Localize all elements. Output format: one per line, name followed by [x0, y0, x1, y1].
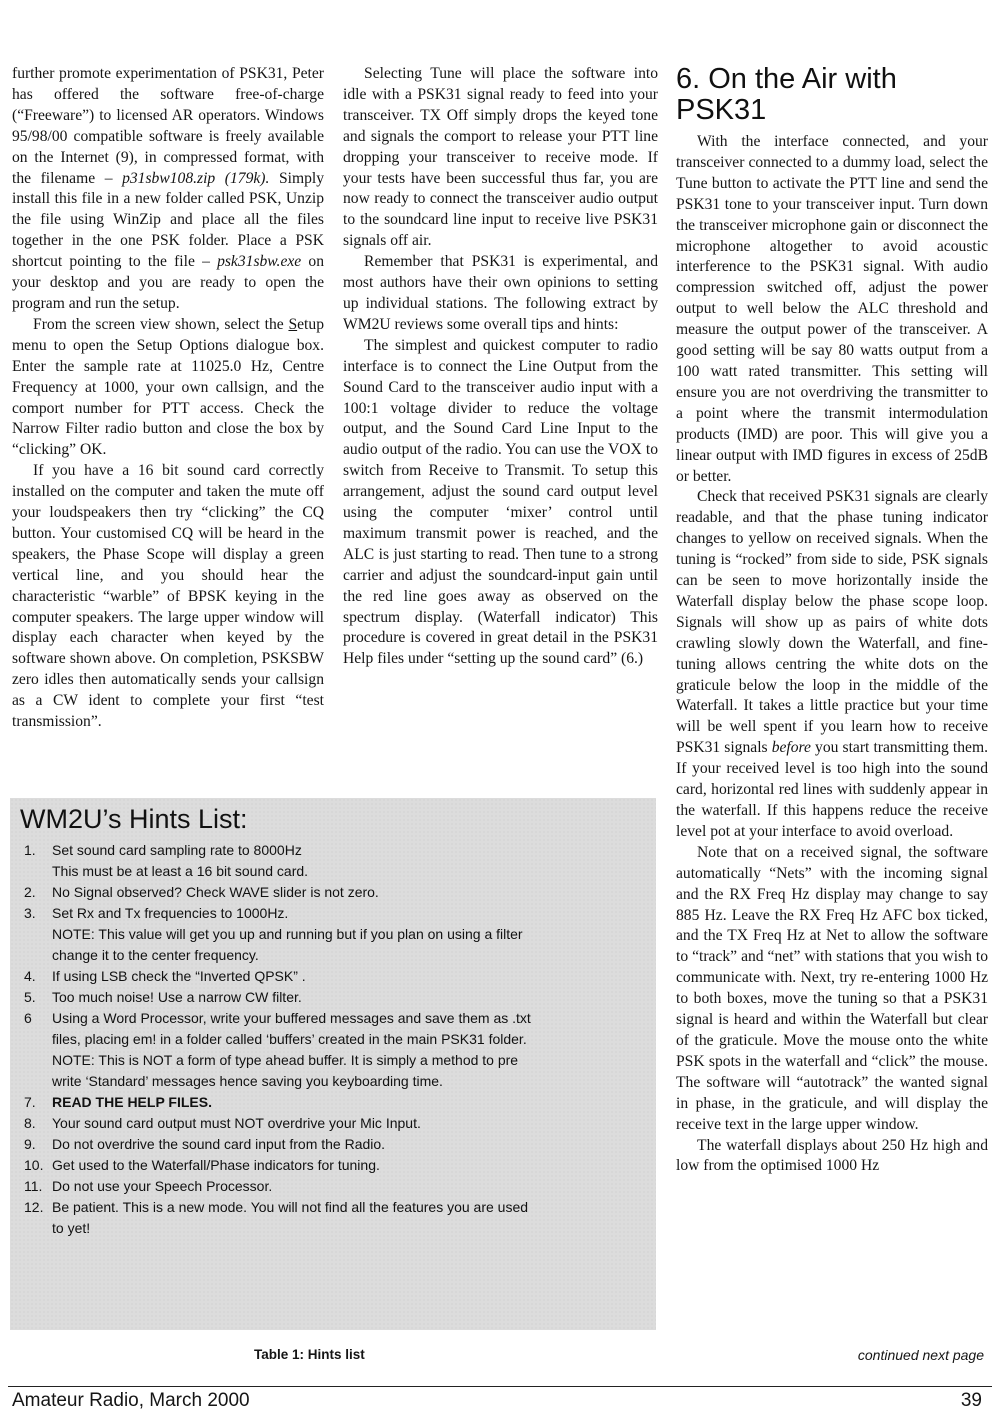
underlined-letter: S — [288, 315, 298, 333]
hint-number: 10. — [24, 1157, 44, 1173]
page-number: 39 — [960, 1390, 982, 1411]
hints-list-box — [10, 798, 656, 1330]
text-run: further promote experimentation of PSK31, Peter has offered the software free-of-charge (“Freeware”) to licensed AR operators. Windows 95/98/00 compatible software is freely available on the Internet (9), in compressed format, with the filename – — [12, 65, 324, 187]
hint-line: NOTE: This value will get you up and running but if you plan on using a filter — [52, 926, 523, 942]
hint-line: Do not overdrive the sound card input from the Radio. — [52, 1136, 386, 1152]
hint-item — [24, 882, 644, 903]
continued-note: continued next page — [857, 1347, 984, 1363]
hint-line: Set sound card sampling rate to 8000Hz — [52, 842, 302, 858]
hint-text — [52, 1176, 644, 1197]
footer-publication: Amateur Radio, March 2000 — [12, 1390, 250, 1411]
text-run: From the screen view shown, select the — [33, 315, 289, 333]
section-heading: 6. On the Air with PSK31 — [676, 63, 897, 126]
hint-text — [52, 1113, 644, 1134]
hint-number: 8. — [24, 1115, 36, 1131]
hint-line: READ THE HELP FILES. — [52, 1094, 212, 1110]
paragraph: Selecting Tune will place the software into idle with a PSK31 signal ready to feed into your transceiver. TX Off simply drops the keyed tone and signals the comport to release your PTT line dropping your transceiver to receive mode. If your tests have been successful thus far, you are now ready to connect the transceiver audio output to the soundcard line input to receive live PSK31 signals off air. — [343, 65, 658, 250]
hint-number: 6 — [24, 1010, 32, 1026]
table-caption: Table 1: Hints list — [254, 1347, 365, 1362]
hint-item — [24, 840, 644, 882]
hint-item — [24, 1176, 644, 1197]
hint-item — [24, 903, 644, 966]
hints-title: WM2U’s Hints List: — [20, 804, 248, 834]
hints-list — [24, 840, 644, 1239]
hint-item — [24, 966, 644, 987]
hint-text — [52, 966, 644, 987]
hint-line: Set Rx and Tx frequencies to 1000Hz. — [52, 905, 289, 921]
hint-text — [52, 1092, 644, 1113]
hint-line: Using a Word Processor, write your buffered messages and save them as .txt — [52, 1010, 531, 1026]
hint-text — [52, 1155, 644, 1176]
filename-text: psk31sbw.exe — [217, 253, 302, 271]
hint-item — [24, 1092, 644, 1113]
hint-line: change it to the center frequency. — [52, 947, 259, 963]
hint-item — [24, 1197, 644, 1239]
text-run: on your desktop and you are ready to open the program and run the setup. — [12, 253, 324, 312]
hint-number: 1. — [24, 842, 36, 858]
article-column-1 — [12, 64, 324, 733]
text-run: Simply install this file in a new folder called PSK, Unzip the file using WinZip and place all the files together in the one PSK folder. Place a PSK shortcut pointing to the file – — [12, 169, 325, 271]
hint-number: 7. — [24, 1094, 36, 1110]
hint-item — [24, 1155, 644, 1176]
footer-rule — [8, 1386, 992, 1387]
hint-line: Your sound card output must NOT overdrive your Mic Input. — [52, 1115, 421, 1131]
paragraph — [12, 315, 324, 461]
hint-item — [24, 987, 644, 1008]
paragraph — [12, 64, 324, 315]
paragraph: Remember that PSK31 is experimental, and most authors have their own opinions to setting up individual stations. The following extract by WM2U reviews some overall tips and hints: — [343, 253, 658, 333]
hint-line: Too much noise! Use a narrow CW filter. — [52, 989, 302, 1005]
hint-number: 12. — [24, 1199, 44, 1215]
hint-item — [24, 1134, 644, 1155]
emphasis-text: before — [771, 739, 811, 757]
paragraph — [676, 487, 988, 842]
article-column-2 — [343, 64, 658, 670]
hint-number: 3. — [24, 905, 36, 921]
hint-line: to yet! — [52, 1220, 91, 1236]
text-run: etup menu to open the Setup Options dialogue box. Enter the sample rate at 11025.0 Hz, Centre Frequency at 1000, your own callsign, and the comport number for PTT access. Check the Narrow Filter radio button and close the box by “clicking” OK. — [12, 315, 324, 459]
hint-item — [24, 1008, 644, 1092]
hint-number: 2. — [24, 884, 36, 900]
text-run: you start transmitting them. If your received level is too high into the sound card, horizontal red lines with suddenly appear in the waterfall. If this happens reduce the receive level pot at your interface to avoid overload. — [676, 739, 988, 840]
hint-text — [52, 987, 644, 1008]
text-run: Check that received PSK31 signals are clearly readable, and that the phase tuning indicator changes to yellow on received signals. When the tuning is “rocked” from side to side, PSK signals can be seen to move horizontally inside the Waterfall display below the phase scope loop. Signals will show up as pairs of white dots crawling slowly down the Waterfall, and fine-tuning allows centring the white dots on the graticule below the loop in the middle of the Waterfall. It takes a little practice but your time will be well spent if you learn how to receive PSK31 signals — [676, 488, 988, 757]
paragraph: The simplest and quickest computer to radio interface is to connect the Line Output from the Sound Card to the transceiver audio input with a 100:1 voltage divider to reduce the voltage output, and the Sound Card Line Input to the audio output of the radio. You can use the VOX to switch from Receive to Transmit. To setup this arrangement, adjust the sound card output level using the computer ‘mixer’ control until maximum transmit power is reached, and the ALC is just starting to read. Then tune to a strong carrier and adjust the soundcard-input gain until the red line goes away as observed on the spectrum display. (Waterfall indicator) This procedure is covered in great detail in the PSK31 Help files under “setting up the sound card” (6.) — [343, 336, 658, 668]
hint-text — [52, 840, 644, 882]
paragraph: With the interface connected, and your transceiver connected to a dummy load, select the Tune button to activate the PTT line and send the PSK31 tone to your transceiver input. Turn down the transceiver microphone gain or disconnect the microphone altogether to avoid acoustic interference to the PSK31 signal. With audio compression switched off, adjust the power output to well below the ALC threshold and measure the output power of the transceiver. A good setting will be say 80 watts output from a 100 watt rated transmitter. This setting will ensure you are not overdriving the transmitter to a point where the transmit intermodulation products (IMD) are poor. This will give you a linear output with IMD figures in excess of 25dB or better. — [676, 133, 988, 485]
hint-line: write ‘Standard’ messages hence saving you keyboarding time. — [52, 1073, 443, 1089]
paragraph: If you have a 16 bit sound card correctly installed on the computer and taken the mute off your loudspeakers then try “clicking” the CQ button. Your customised CQ will be heard in the speakers, the Phase Scope will display a green vertical line, and you should hear the characteristic “warble” of BPSK keying in the computer speakers. The large upper window will display each character when keyed by the software shown above. On completion, PSKSBW zero idles then automatically sends your callsign as a CW ident to complete your first “test transmission”. — [12, 462, 324, 731]
hint-line: If using LSB check the “Inverted QPSK” . — [52, 968, 306, 984]
hint-line: Get used to the Waterfall/Phase indicators for tuning. — [52, 1157, 380, 1173]
hint-line: Be patient. This is a new mode. You will not find all the features you are used — [52, 1199, 529, 1215]
hint-item — [24, 1113, 644, 1134]
hint-text — [52, 1008, 644, 1092]
hint-text — [52, 903, 644, 966]
hint-line: Do not use your Speech Processor. — [52, 1178, 273, 1194]
paragraph: Note that on a received signal, the software automatically “Nets” with the incoming signal and the RX Freq Hz display may change to say 885 Hz. Leave the RX Freq Hz AFC box ticked, and the TX Freq Hz at Net to allow the software to “track” and “net” with stations that you wish to communicate with. Next, try re-entering 1000 Hz to both boxes, move the tuning so that a PSK31 signal is heard and within the Waterfall but clear of the graticule. Move the mouse onto the white PSK spots in the waterfall and “click” the mouse. The software will “autotrack” the wanted signal in phase, in the graticule, and will display the receive text in the large upper window. — [676, 843, 988, 1133]
hint-number: 5. — [24, 989, 36, 1005]
hint-line: No Signal observed? Check WAVE slider is not zero. — [52, 884, 379, 900]
hint-number: 9. — [24, 1136, 36, 1152]
filename-text: p31sbw108.zip (179k). — [122, 169, 270, 187]
hint-line: This must be at least a 16 bit sound card. — [52, 863, 309, 879]
hint-number: 11. — [24, 1178, 43, 1194]
paragraph: The waterfall displays about 250 Hz high and low from the optimised 1000 Hz — [676, 1136, 988, 1175]
hint-text — [52, 882, 644, 903]
hint-number: 4. — [24, 968, 36, 984]
hint-line: NOTE: This is NOT a form of type ahead buffer. It is simply a method to pre — [52, 1052, 519, 1068]
hint-text — [52, 1197, 644, 1239]
article-column-3 — [676, 64, 988, 1177]
hint-line: files, placing em! in a folder called ‘buffers’ created in the main PSK31 folder. — [52, 1031, 527, 1047]
hint-text — [52, 1134, 644, 1155]
